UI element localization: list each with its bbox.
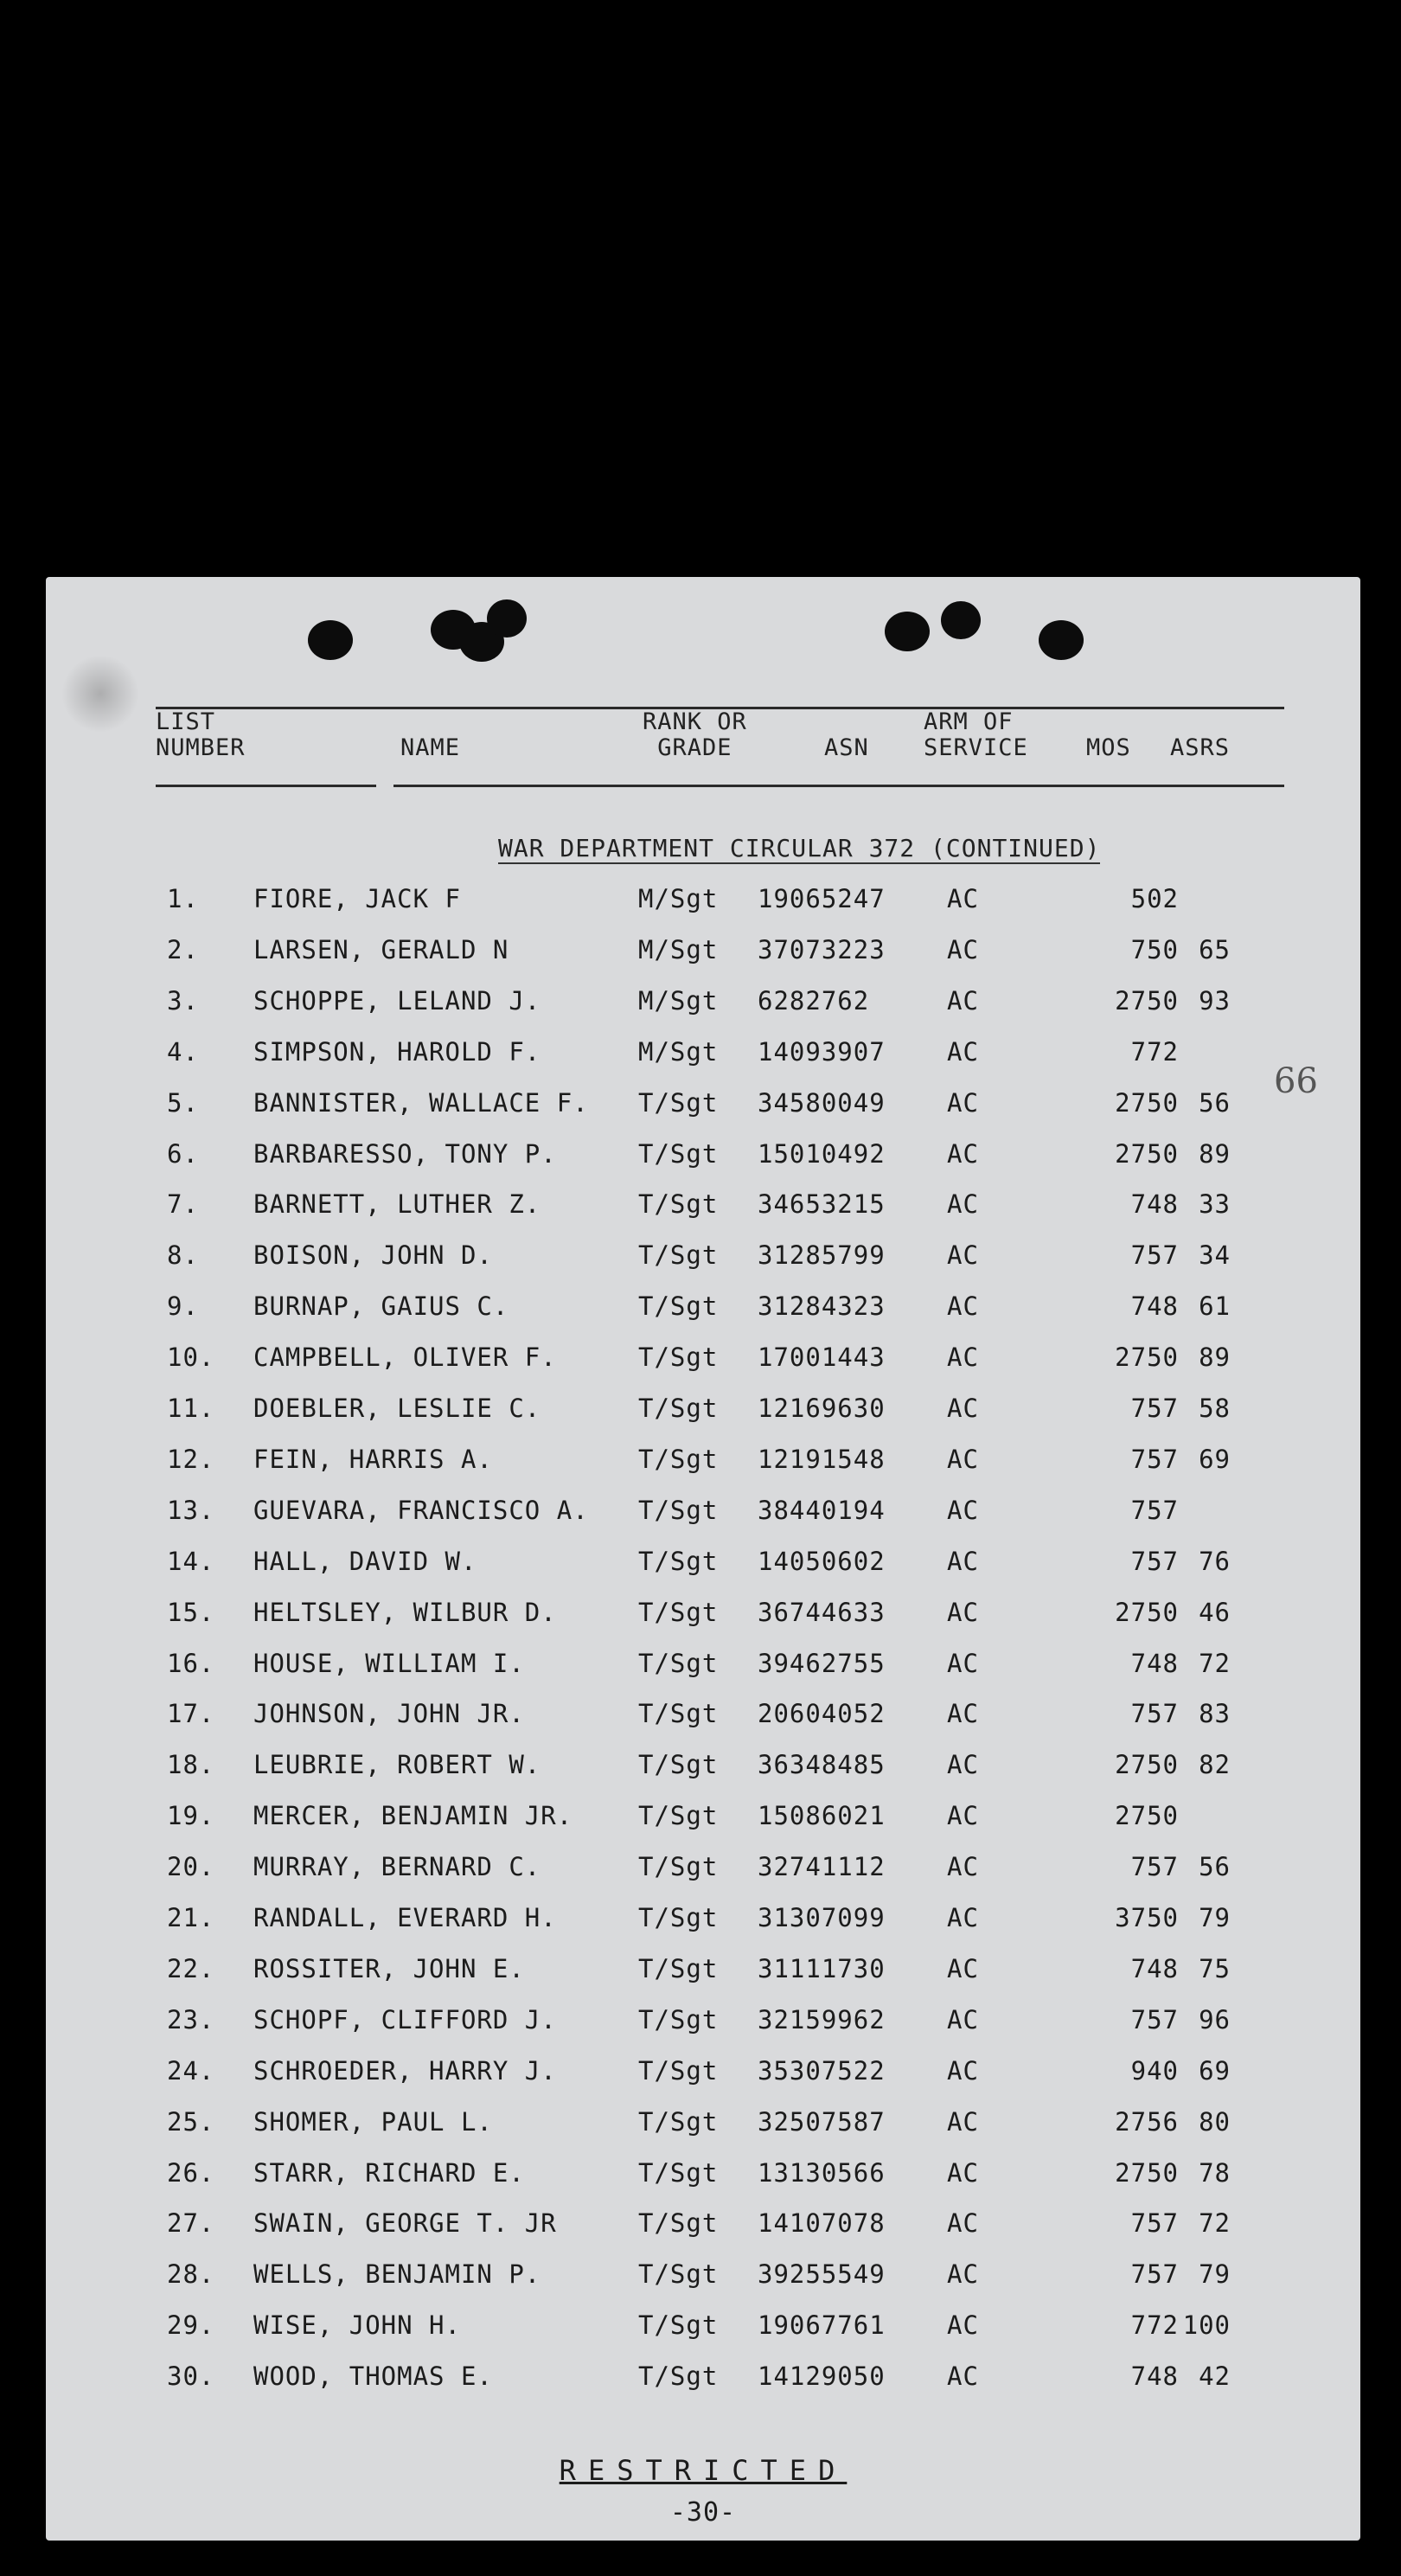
row-arm-of-service: AC — [947, 1037, 979, 1067]
row-asn: 15086021 — [758, 1801, 886, 1830]
row-mos: 2750 — [1115, 1801, 1179, 1830]
row-rank: T/Sgt — [638, 1139, 719, 1169]
row-rank: M/Sgt — [638, 884, 719, 913]
row-arm-of-service: AC — [947, 1189, 979, 1219]
row-mos: 757 — [1130, 2005, 1179, 2035]
header-list-number: LIST NUMBER — [156, 708, 246, 761]
row-asn: 32741112 — [758, 1852, 886, 1881]
row-rank: T/Sgt — [638, 1445, 719, 1474]
row-asn: 39255549 — [758, 2259, 886, 2289]
row-number: 30. — [167, 2361, 215, 2391]
row-asrs: 61 — [1199, 1291, 1231, 1321]
row-asn: 36744633 — [758, 1598, 886, 1627]
row-name: ROSSITER, JOHN E. — [253, 1954, 525, 1983]
table-row — [46, 1699, 1360, 1733]
row-name: FIORE, JACK F — [253, 884, 461, 913]
punch-hole — [487, 599, 527, 638]
row-asn: 6282762 — [758, 986, 870, 1016]
row-rank: T/Sgt — [638, 2310, 719, 2340]
row-number: 5. — [167, 1088, 199, 1118]
row-number: 23. — [167, 2005, 215, 2035]
row-number: 26. — [167, 2158, 215, 2188]
row-asrs: 69 — [1199, 2056, 1231, 2086]
table-row — [46, 2107, 1360, 2142]
row-asn: 38440194 — [758, 1496, 886, 1525]
row-asrs: 89 — [1199, 1342, 1231, 1372]
row-mos: 772 — [1130, 1037, 1179, 1067]
row-mos: 757 — [1130, 1394, 1179, 1423]
row-asn: 14093907 — [758, 1037, 886, 1067]
row-number: 25. — [167, 2107, 215, 2137]
row-arm-of-service: AC — [947, 2005, 979, 2035]
row-number: 8. — [167, 1240, 199, 1270]
row-name: SCHROEDER, HARRY J. — [253, 2056, 557, 2086]
row-name: HELTSLEY, WILBUR D. — [253, 1598, 557, 1627]
row-number: 27. — [167, 2208, 215, 2238]
row-name: SCHOPF, CLIFFORD J. — [253, 2005, 557, 2035]
row-asrs: 56 — [1199, 1088, 1231, 1118]
row-number: 29. — [167, 2310, 215, 2340]
header-asn: ASN — [824, 734, 869, 761]
header-asrs: ASRS — [1170, 734, 1231, 761]
row-asrs: 100 — [1182, 2310, 1231, 2340]
header-bottom-rule — [156, 785, 376, 787]
table-row — [46, 1547, 1360, 1581]
row-arm-of-service: AC — [947, 2158, 979, 2188]
row-name: BARBARESSO, TONY P. — [253, 1139, 557, 1169]
row-number: 24. — [167, 2056, 215, 2086]
row-asn: 31111730 — [758, 1954, 886, 1983]
row-asrs: 79 — [1199, 1903, 1231, 1932]
row-asrs: 96 — [1199, 2005, 1231, 2035]
row-arm-of-service: AC — [947, 2107, 979, 2137]
table-row — [46, 1291, 1360, 1326]
row-arm-of-service: AC — [947, 1649, 979, 1678]
table-row — [46, 1649, 1360, 1683]
punch-hole — [308, 620, 353, 660]
row-number: 20. — [167, 1852, 215, 1881]
row-asn: 31307099 — [758, 1903, 886, 1932]
row-rank: T/Sgt — [638, 1649, 719, 1678]
row-rank: T/Sgt — [638, 1394, 719, 1423]
row-asn: 14050602 — [758, 1547, 886, 1576]
row-asn: 19065247 — [758, 884, 886, 913]
row-asn: 32159962 — [758, 2005, 886, 2035]
row-asn: 19067761 — [758, 2310, 886, 2340]
row-asn: 34653215 — [758, 1189, 886, 1219]
row-number: 12. — [167, 1445, 215, 1474]
circular-title: WAR DEPARTMENT CIRCULAR 372 (CONTINUED) — [498, 834, 1101, 862]
row-arm-of-service: AC — [947, 935, 979, 964]
row-mos: 940 — [1130, 2056, 1179, 2086]
row-name: LARSEN, GERALD N — [253, 935, 509, 964]
row-asrs: 33 — [1199, 1189, 1231, 1219]
row-name: WOOD, THOMAS E. — [253, 2361, 493, 2391]
row-arm-of-service: AC — [947, 1139, 979, 1169]
row-asn: 34580049 — [758, 1088, 886, 1118]
row-asn: 12169630 — [758, 1394, 886, 1423]
row-arm-of-service: AC — [947, 1801, 979, 1830]
table-row — [46, 986, 1360, 1021]
row-arm-of-service: AC — [947, 986, 979, 1016]
row-asrs: 78 — [1199, 2158, 1231, 2188]
row-number: 4. — [167, 1037, 199, 1067]
row-name: HOUSE, WILLIAM I. — [253, 1649, 525, 1678]
row-name: BURNAP, GAIUS C. — [253, 1291, 509, 1321]
row-arm-of-service: AC — [947, 2208, 979, 2238]
row-mos: 757 — [1130, 2208, 1179, 2238]
row-asrs: 76 — [1199, 1547, 1231, 1576]
row-mos: 2750 — [1115, 1342, 1179, 1372]
header-rank: RANK OR GRADE — [643, 708, 747, 761]
row-asn: 31285799 — [758, 1240, 886, 1270]
row-name: DOEBLER, LESLIE C. — [253, 1394, 541, 1423]
row-number: 16. — [167, 1649, 215, 1678]
header-name: NAME — [400, 734, 461, 761]
row-asrs: 42 — [1199, 2361, 1231, 2391]
header-bottom-rule — [393, 785, 1284, 787]
row-name: SIMPSON, HAROLD F. — [253, 1037, 541, 1067]
row-mos: 748 — [1130, 1649, 1179, 1678]
table-row — [46, 2005, 1360, 2040]
row-asn: 14129050 — [758, 2361, 886, 2391]
table-row — [46, 935, 1360, 970]
row-arm-of-service: AC — [947, 1240, 979, 1270]
row-asn: 35307522 — [758, 2056, 886, 2086]
row-name: WISE, JOHN H. — [253, 2310, 461, 2340]
row-asn: 36348485 — [758, 1750, 886, 1779]
row-number: 9. — [167, 1291, 199, 1321]
row-rank: T/Sgt — [638, 1291, 719, 1321]
row-mos: 2750 — [1115, 1750, 1179, 1779]
margin-annotation: 66 — [1274, 1061, 1318, 1101]
row-mos: 748 — [1130, 1291, 1179, 1321]
row-mos: 757 — [1130, 2259, 1179, 2289]
row-number: 1. — [167, 884, 199, 913]
table-row — [46, 1903, 1360, 1938]
row-name: STARR, RICHARD E. — [253, 2158, 525, 2188]
row-mos: 757 — [1130, 1852, 1179, 1881]
row-mos: 757 — [1130, 1496, 1179, 1525]
row-asrs: 34 — [1199, 1240, 1231, 1270]
row-rank: T/Sgt — [638, 1342, 719, 1372]
row-rank: T/Sgt — [638, 2208, 719, 2238]
row-asrs: 79 — [1199, 2259, 1231, 2289]
row-number: 15. — [167, 1598, 215, 1627]
row-asrs: 75 — [1199, 1954, 1231, 1983]
row-asrs: 83 — [1199, 1699, 1231, 1728]
row-asn: 12191548 — [758, 1445, 886, 1474]
row-arm-of-service: AC — [947, 2361, 979, 2391]
row-number: 21. — [167, 1903, 215, 1932]
row-mos: 750 — [1130, 935, 1179, 964]
row-asrs: 93 — [1199, 986, 1231, 1016]
row-asrs: 72 — [1199, 1649, 1231, 1678]
punch-hole — [885, 612, 930, 651]
row-name: CAMPBELL, OLIVER F. — [253, 1342, 557, 1372]
row-arm-of-service: AC — [947, 884, 979, 913]
row-arm-of-service: AC — [947, 1496, 979, 1525]
row-arm-of-service: AC — [947, 1903, 979, 1932]
row-asrs: 72 — [1199, 2208, 1231, 2238]
row-arm-of-service: AC — [947, 1699, 979, 1728]
row-rank: M/Sgt — [638, 1037, 719, 1067]
row-name: BOISON, JOHN D. — [253, 1240, 493, 1270]
row-asrs: 58 — [1199, 1394, 1231, 1423]
table-row — [46, 2208, 1360, 2243]
row-arm-of-service: AC — [947, 1954, 979, 1983]
row-mos: 748 — [1130, 1189, 1179, 1219]
table-row — [46, 1750, 1360, 1785]
row-mos: 748 — [1130, 2361, 1179, 2391]
row-arm-of-service: AC — [947, 1750, 979, 1779]
row-name: SHOMER, PAUL L. — [253, 2107, 493, 2137]
table-row — [46, 1852, 1360, 1887]
table-row — [46, 1240, 1360, 1275]
row-rank: T/Sgt — [638, 1240, 719, 1270]
row-number: 14. — [167, 1547, 215, 1576]
row-mos: 2750 — [1115, 1598, 1179, 1627]
row-number: 19. — [167, 1801, 215, 1830]
row-asrs: 89 — [1199, 1139, 1231, 1169]
row-arm-of-service: AC — [947, 1445, 979, 1474]
row-rank: M/Sgt — [638, 935, 719, 964]
row-asn: 37073223 — [758, 935, 886, 964]
row-number: 2. — [167, 935, 199, 964]
row-mos: 2750 — [1115, 986, 1179, 1016]
row-mos: 2756 — [1115, 2107, 1179, 2137]
row-mos: 3750 — [1115, 1903, 1179, 1932]
row-rank: T/Sgt — [638, 1189, 719, 1219]
table-row — [46, 1445, 1360, 1479]
table-row — [46, 2056, 1360, 2091]
row-rank: T/Sgt — [638, 2259, 719, 2289]
row-rank: T/Sgt — [638, 2005, 719, 2035]
row-asn: 15010492 — [758, 1139, 886, 1169]
row-rank: T/Sgt — [638, 1801, 719, 1830]
row-arm-of-service: AC — [947, 2056, 979, 2086]
page-number: -30- — [669, 2497, 737, 2528]
table-row — [46, 1496, 1360, 1530]
table-row — [46, 1801, 1360, 1836]
row-rank: T/Sgt — [638, 2107, 719, 2137]
row-mos: 2750 — [1115, 2158, 1179, 2188]
row-name: JOHNSON, JOHN JR. — [253, 1699, 525, 1728]
row-asn: 13130566 — [758, 2158, 886, 2188]
row-mos: 757 — [1130, 1445, 1179, 1474]
table-row — [46, 2310, 1360, 2345]
row-name: WELLS, BENJAMIN P. — [253, 2259, 541, 2289]
row-name: RANDALL, EVERARD H. — [253, 1903, 557, 1932]
row-asrs: 82 — [1199, 1750, 1231, 1779]
row-asrs: 46 — [1199, 1598, 1231, 1627]
row-rank: M/Sgt — [638, 986, 719, 1016]
punch-hole — [941, 601, 981, 639]
row-rank: T/Sgt — [638, 1496, 719, 1525]
row-mos: 772 — [1130, 2310, 1179, 2340]
row-asn: 39462755 — [758, 1649, 886, 1678]
row-asn: 14107078 — [758, 2208, 886, 2238]
table-row — [46, 1342, 1360, 1377]
row-arm-of-service: AC — [947, 1598, 979, 1627]
row-number: 18. — [167, 1750, 215, 1779]
header-mos: MOS — [1086, 734, 1131, 761]
row-name: MERCER, BENJAMIN JR. — [253, 1801, 573, 1830]
header-arm-of-service: ARM OF SERVICE — [924, 708, 1028, 761]
row-number: 3. — [167, 986, 199, 1016]
table-row — [46, 1189, 1360, 1224]
row-number: 11. — [167, 1394, 215, 1423]
table-row — [46, 1598, 1360, 1632]
row-rank: T/Sgt — [638, 2056, 719, 2086]
row-name: SCHOPPE, LELAND J. — [253, 986, 541, 1016]
row-arm-of-service: AC — [947, 2310, 979, 2340]
table-row — [46, 884, 1360, 919]
row-arm-of-service: AC — [947, 1342, 979, 1372]
row-name: SWAIN, GEORGE T. JR — [253, 2208, 557, 2238]
row-mos: 757 — [1130, 1240, 1179, 1270]
row-mos: 2750 — [1115, 1088, 1179, 1118]
row-rank: T/Sgt — [638, 1903, 719, 1932]
row-rank: T/Sgt — [638, 1750, 719, 1779]
row-rank: T/Sgt — [638, 1954, 719, 1983]
row-mos: 757 — [1130, 1699, 1179, 1728]
row-arm-of-service: AC — [947, 2259, 979, 2289]
row-mos: 502 — [1130, 884, 1179, 913]
row-mos: 2750 — [1115, 1139, 1179, 1169]
punch-hole — [1039, 620, 1084, 660]
row-rank: T/Sgt — [638, 1598, 719, 1627]
table-row — [46, 1139, 1360, 1174]
row-asn: 20604052 — [758, 1699, 886, 1728]
row-number: 28. — [167, 2259, 215, 2289]
row-number: 17. — [167, 1699, 215, 1728]
row-number: 6. — [167, 1139, 199, 1169]
document-page — [46, 577, 1360, 2541]
row-asrs: 56 — [1199, 1852, 1231, 1881]
row-rank: T/Sgt — [638, 1547, 719, 1576]
row-rank: T/Sgt — [638, 1699, 719, 1728]
row-asn: 17001443 — [758, 1342, 886, 1372]
row-asn: 32507587 — [758, 2107, 886, 2137]
row-rank: T/Sgt — [638, 1852, 719, 1881]
row-asrs: 80 — [1199, 2107, 1231, 2137]
row-number: 22. — [167, 1954, 215, 1983]
table-row — [46, 1954, 1360, 1989]
table-row — [46, 1394, 1360, 1428]
row-asrs: 65 — [1199, 935, 1231, 964]
table-row — [46, 2158, 1360, 2193]
row-name: GUEVARA, FRANCISCO A. — [253, 1496, 589, 1525]
row-asn: 31284323 — [758, 1291, 886, 1321]
row-mos: 748 — [1130, 1954, 1179, 1983]
row-mos: 757 — [1130, 1547, 1179, 1576]
row-number: 10. — [167, 1342, 215, 1372]
row-number: 13. — [167, 1496, 215, 1525]
table-row — [46, 1037, 1360, 1072]
row-name: LEUBRIE, ROBERT W. — [253, 1750, 541, 1779]
row-rank: T/Sgt — [638, 1088, 719, 1118]
stain-mark — [61, 655, 139, 733]
row-arm-of-service: AC — [947, 1852, 979, 1881]
row-arm-of-service: AC — [947, 1088, 979, 1118]
restricted-marking: RESTRICTED — [559, 2454, 848, 2487]
table-row — [46, 1088, 1360, 1123]
row-arm-of-service: AC — [947, 1547, 979, 1576]
row-name: BARNETT, LUTHER Z. — [253, 1189, 541, 1219]
row-arm-of-service: AC — [947, 1291, 979, 1321]
row-name: MURRAY, BERNARD C. — [253, 1852, 541, 1881]
row-asrs: 69 — [1199, 1445, 1231, 1474]
row-arm-of-service: AC — [947, 1394, 979, 1423]
row-name: BANNISTER, WALLACE F. — [253, 1088, 589, 1118]
row-rank: T/Sgt — [638, 2361, 719, 2391]
table-row — [46, 2361, 1360, 2396]
row-name: HALL, DAVID W. — [253, 1547, 477, 1576]
row-number: 7. — [167, 1189, 199, 1219]
row-name: FEIN, HARRIS A. — [253, 1445, 493, 1474]
row-rank: T/Sgt — [638, 2158, 719, 2188]
table-row — [46, 2259, 1360, 2294]
